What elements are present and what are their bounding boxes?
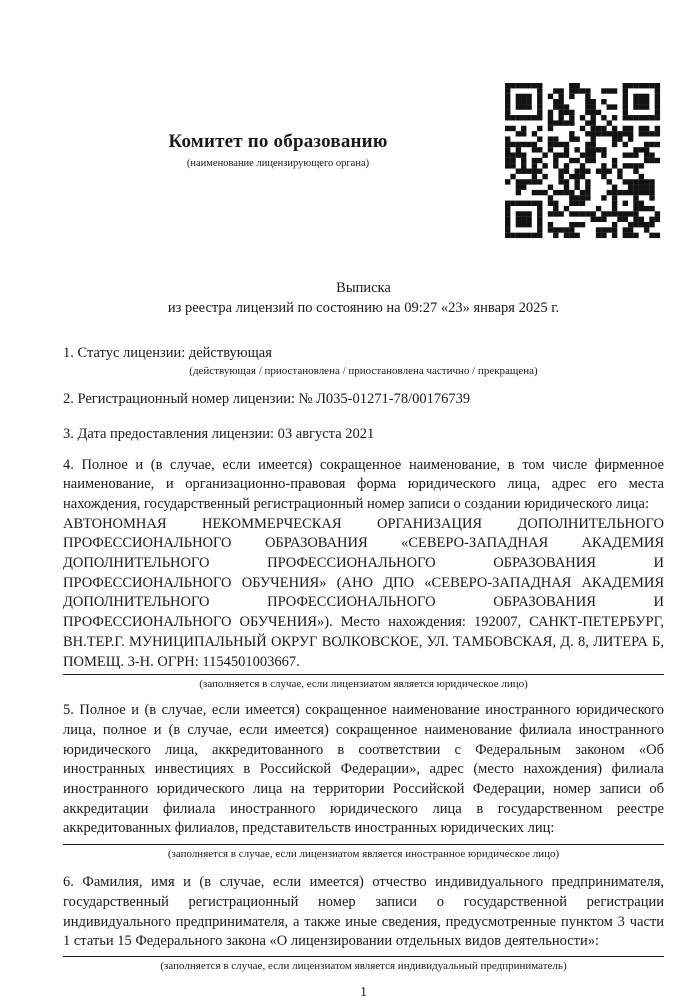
qr-code <box>505 83 660 238</box>
individual-entrepreneur-label: 6. Фамилия, имя и (в случае, если имеется) отчество индивидуального предпринимателя, государственный регистрационный номер записи о государственной регистрации индивидуального предпринимателя, а также иные сведения, предусмотренные пунктом 3 части 1 статьи 15 Федерального закона «О лицензировании отдельных видов деятельности»: <box>63 874 664 950</box>
license-grant-date-line: 3. Дата предоставления лицензии: 03 августа 2021 <box>63 425 375 442</box>
separator-line-foreign-entity <box>63 844 664 845</box>
extract-subtitle: из реестра лицензий по состоянию на 09:27 «23» января 2025 г. <box>167 299 560 316</box>
foreign-entity-fill-caption: (заполняется в случае, если лицензиатом является иностранное юридическое лицо) <box>167 848 560 861</box>
issuer-name: Комитет по образованию <box>168 131 388 152</box>
legal-entity-label: 4. Полное и (в случае, если имеется) сокращенное наименование, в том числе фирменное наименование, и организационно-правовая форма юридического лица, адрес его места нахождения, государственный регистрационный номер записи о создании юридического лица: <box>63 456 664 512</box>
license-reg-number-line: 2. Регистрационный номер лицензии: № Л035-01271-78/00176739 <box>63 391 471 408</box>
separator-line-legal-entity <box>63 674 664 675</box>
issuer-caption: (наименование лицензирующего органа) <box>186 158 370 169</box>
license-status-caption: (действующая / приостановлена / приостановлена частично / прекращена) <box>189 365 538 378</box>
extract-title: Выписка <box>336 280 391 296</box>
license-status-line: 1. Статус лицензии: действующая <box>63 345 272 362</box>
page-number: 1 <box>360 984 367 1000</box>
issuer-header <box>63 131 493 169</box>
foreign-entity-label: 5. Полное и (в случае, если имеется) сокращенное наименование иностранного юридического лица, полное и (в случае, если имеется) сокращенное наименование филиала иностранного юридического лица, аккредитованного в соответствии с Федеральным законом «Об иностранных инвестициях в Российской Федерации», адрес (место нахождения) филиала иностранного юридического лица на территории Российской Федерации, номер записи об аккредитации филиала иностранного юридического лица в государственном реестре аккредитованных филиалов, представительств иностранных юридических лиц: <box>63 702 664 837</box>
legal-entity-fill-caption: (заполняется в случае, если лицензиатом является юридическое лицо) <box>199 678 528 691</box>
document-body <box>63 279 664 1003</box>
individual-fill-caption: (заполняется в случае, если лицензиатом является индивидуальный предприниматель) <box>160 959 567 972</box>
legal-entity-value: АВТОНОМНАЯ НЕКОММЕРЧЕСКАЯ ОРГАНИЗАЦИЯ ДОПОЛНИТЕЛЬНОГО ПРОФЕССИОНАЛЬНОГО ОБРАЗОВАНИЯ «СЕВЕРО-ЗАПАДНАЯ АКАДЕМИЯ ДОПОЛНИТЕЛЬНОГО ПРОФЕССИОНАЛЬНОГО ОБРАЗОВАНИЯ И ПРОФЕССИОНАЛЬНОГО ОБУЧЕНИЯ» (АНО ДПО «СЕВЕРО-ЗАПАДНАЯ АКАДЕМИЯ ДОПОЛНИТЕЛЬНОГО ПРОФЕССИОНАЛЬНОГО ОБРАЗОВАНИЯ И ПРОФЕССИОНАЛЬНОГО ОБУЧЕНИЯ»). Место нахождения: 192007, САНКТ-ПЕТЕРБУРГ, ВН.ТЕР.Г. МУНИЦИПАЛЬНЫЙ ОКРУГ ВОЛКОВСКОЕ, УЛ. ТАМБОВСКАЯ, Д. 8, ЛИТЕРА Б, ПОМЕЩ. 3-Н. ОГРН: 1154501003667. <box>63 515 664 670</box>
separator-line-individual <box>63 956 664 957</box>
